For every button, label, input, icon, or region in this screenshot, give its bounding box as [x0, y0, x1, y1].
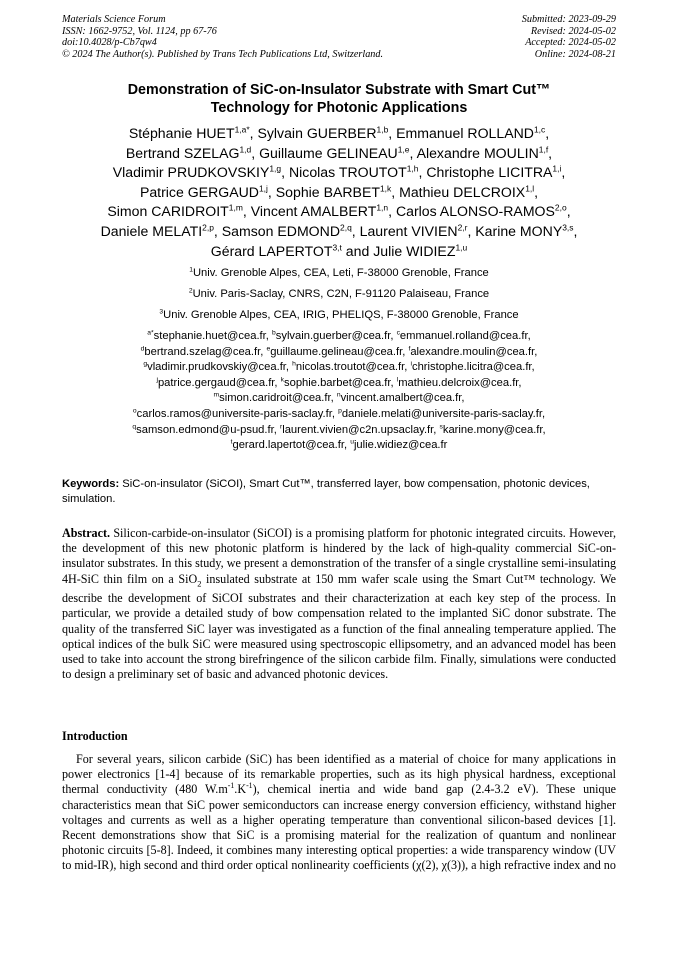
email[interactable]: $^d$bertrand.szelag@cea.fr [140, 344, 261, 358]
date-submitted: Submitted: 2023-09-29 [521, 14, 616, 25]
email[interactable]: $^e$guillaume.gelineau@cea.fr [266, 344, 403, 358]
author: Sophie BARBET$^{1,k}$ [275, 183, 392, 200]
keywords-text: SiC-on-insulator (SiCOI), Smart Cut™, transferred layer, bow compensation, photonic devices, simulation. [62, 478, 590, 505]
author: Sylvain GUERBER$^{1,b}$ [257, 124, 389, 141]
email[interactable]: $^k$sophie.barbet@cea.fr [280, 376, 391, 389]
author: Carlos ALONSO-RAMOS$^{2,o}$ [395, 202, 567, 220]
email[interactable]: $^{a*}$stephanie.huet@cea.fr [147, 329, 266, 342]
affiliation: $^2$Univ. Paris-Saclay, CNRS, C2N, F-91120 Palaiseau, France [188, 287, 490, 300]
author: Gérard LAPERTOT$^{3,t}$ [210, 241, 342, 259]
email[interactable]: $^o$carlos.ramos@universite-paris-saclay.fr [132, 407, 332, 420]
author: Bertrand SZELAG$^{1,d}$ [125, 143, 252, 161]
author: Mathieu DELCROIX$^{1,l}$ [399, 183, 535, 200]
email[interactable]: $^u$julie.widiez@cea.fr [350, 438, 448, 452]
abstract-label: Abstract. [62, 526, 111, 540]
author-conjunction: and [341, 242, 374, 259]
author: Julie WIDIEZ$^{1,u}$ [373, 241, 468, 259]
keywords-label: Keywords: [62, 478, 120, 490]
email[interactable]: $^t$gerard.lapertot@cea.fr [230, 438, 344, 452]
email[interactable]: $^s$karine.mony@cea.fr [439, 422, 543, 436]
email[interactable]: $^i$christophe.licitra@cea.fr [410, 360, 532, 374]
journal-copyright: © 2024 The Author(s). Published by Trans Tech Publications Ltd, Switzerland. [62, 48, 384, 60]
journal-issn: ISSN: 1662-9752, Vol. 1124, pp 67-76 [62, 25, 217, 37]
date-revised: Revised: 2024-05-02 [530, 25, 616, 37]
email[interactable]: $^h$nicolas.troutot@cea.fr [292, 360, 405, 374]
journal-info [62, 14, 383, 60]
affiliation: $^3$Univ. Grenoble Alpes, CEA, IRIG, PHELIQS, F-38000 Grenoble, France [159, 308, 519, 321]
author: Samson EDMOND$^{2,q}$ [221, 222, 352, 239]
email[interactable]: $^p$daniele.melati@universite-paris-saclay.fr [338, 407, 542, 420]
author: Nicolas TROUTOT$^{1,h}$ [288, 163, 419, 181]
journal-name: Materials Science Forum [62, 14, 166, 25]
paper-title [62, 82, 616, 117]
author: Stéphanie $HUET^{1,a*}$ [128, 124, 250, 141]
title-line-1: Demonstration of SiC-on-Insulator Substrate with Smart Cut™ [127, 82, 551, 98]
author: Simon CARIDROIT$^{1,m}$ [107, 202, 243, 220]
date-accepted: Accepted: 2024-05-02 [525, 37, 616, 49]
email[interactable]: $^n$vincent.amalbert@cea.fr [336, 391, 462, 405]
abstract: Abstract. Silicon-carbide-on-insulator (SiCOI) is a promising platform for photonic integrated circuits. However, the development of this new photonic platform is hindered by the lack of high-quality commercial SiC-on-insulator substrates. In this study, we present a demonstration of the transfer of a single crystalline semi-insulating 4H-SiC thin film on a SiO$_2$ insulated substrate at 150 mm wafer scale using the Smart Cut™ technology. We describe the development of SiCOI substrates and their characterization at each key step of the process. In particular, we provide a detailed study of bow compensation related to the implanted SiC donor substrate. The quality of the transferred SiC layer was investigated as a function of the final annealing temperature applied. The optical indices of the bulk SiC were measured using spectroscopic ellipsometry, and an advanced model has been used to take into account the strong birefringence of the silicon carbide film. Finally, simulations were conducted to design a preliminary set of basic and advanced photonic devices. [62, 526, 616, 682]
journal-doi: doi:10.4028/p-Cb7qw4 [62, 37, 157, 49]
email[interactable]: $^g$vladimir.prudkovskiy@cea.fr [143, 360, 286, 374]
date-online: Online: 2024-08-21 [534, 48, 616, 60]
publication-dates [522, 14, 616, 60]
email[interactable]: $^c$emmanuel.rolland@cea.fr [396, 329, 528, 342]
email[interactable]: $^b$sylvain.guerber@cea.fr [272, 329, 391, 342]
introduction-paragraph: For several years, silicon carbide (SiC) has been identified as a material of choice for many applications in power electronics [1-4] because of its remarkable properties, such as its high physical hardness, exceptional thermal conductivity (480 $W.m^{-1}.K^{-1}$), chemical inertia and wide band gap (2.4-3.2 eV). These unique characteristics mean that SiC power semiconductors can increase energy conversion efficiency, withstand higher voltages and currents as well as a higher operating temperature than conventional silicon-based devices [1]. Recent demonstrations show that SiC is a promising material for the realization of quantum and nonlinear photonic circuits [5-8]. Indeed, it combines many interesting optical properties: a wide transparency window (UV to mid-IR), high second and third order optical nonlinearity coefficients (χ(2), χ(3)), a high refractive index and no [62, 752, 616, 873]
email[interactable]: $^r$laurent.vivien@c2n.upsaclay.fr [279, 422, 434, 436]
author: Karine MONY$^{3,s}$ [475, 222, 574, 239]
email[interactable]: $^j$patrice.gergaud@cea.fr [156, 376, 275, 389]
author: Laurent VIVIEN$^{2,r}$ [359, 222, 468, 239]
author: Vladimir PRUDKOVSKIY$^{1,g}$ [112, 163, 282, 181]
section-heading-introduction: Introduction [62, 729, 128, 743]
affiliation-list [62, 266, 616, 329]
author: Patrice GERGAUD$^{1,j}$ [139, 183, 268, 200]
author-list: Stéphanie $HUET^{1,a*}$, Sylvain GUERBER$^{1,b}$, Emmanuel ROLLAND$^{1,c}$, Bertrand SZELAG$^{1,d}$, Guillaume GELINEAU$^{1,e}$, Alexandre MOULIN$^{1,f}$, Vladimir PRUDKOVSKIY$^{1,g}$, Nicolas TROUTOT$^{1,h}$, Christophe LICITRA$^{1,i}$, Patrice GERGAUD$^{1,j}$, Sophie BARBET$^{1,k}$, Mathieu DELCROIX$^{1,l}$, Simon CARIDROIT$^{1,m}$, Vincent AMALBERT$^{1,n}$, Carlos ALONSO-RAMOS$^{2,o}$, Daniele MELATI$^{2,p}$, Samson EDMOND$^{2,q}$, Laurent VIVIEN$^{2,r}$, Karine MONY$^{3,s}$, Gérard LAPERTOT$^{3,t}$ and Julie WIDIEZ$^{1,u}$ [100, 124, 578, 259]
author: Emmanuel ROLLAND$^{1,c}$ [396, 124, 546, 141]
author: Guillaume GELINEAU$^{1,e}$ [259, 143, 410, 161]
author: Christophe LICITRA$^{1,i}$ [426, 163, 562, 181]
email[interactable]: $^l$mathieu.delcroix@cea.fr [396, 376, 519, 389]
author: Daniele MELATI$^{2,p}$ [100, 222, 214, 239]
email[interactable]: $^m$simon.caridroit@cea.fr [213, 391, 331, 405]
email[interactable]: $^q$samson.edmond@u-psud.fr [132, 422, 274, 436]
author: Alexandre MOULIN$^{1,f}$ [416, 143, 549, 161]
affiliation: $^1$Univ. Grenoble Alpes, CEA, Leti, F-38000 Grenoble, France [189, 266, 489, 279]
email-list: $^{a*}$stephanie.huet@cea.fr, $^b$sylvain.guerber@cea.fr, $^c$emmanuel.rolland@cea.fr, $^d$bertrand.szelag@cea.fr, $^e$guillaume.gelineau@cea.fr, $^f$alexandre.moulin@cea.fr, $^g$vladimir.prudkovskiy@cea.fr, $^h$nicolas.troutot@cea.fr, $^i$christophe.licitra@cea.fr, $^j$patrice.gergaud@cea.fr, $^k$sophie.barbet@cea.fr, $^l$mathieu.delcroix@cea.fr, $^m$simon.caridroit@cea.fr, $^n$vincent.amalbert@cea.fr, $^o$carlos.ramos@universite-paris-saclay.fr, $^p$daniele.melati@universite-paris-saclay.fr, $^q$samson.edmond@u-psud.fr, $^r$laurent.vivien@c2n.upsaclay.fr, $^s$karine.mony@cea.fr, $^t$gerard.lapertot@cea.fr, $^u$julie.widiez@cea.fr [132, 329, 546, 452]
keywords [62, 477, 616, 506]
author: Vincent AMALBERT$^{1,n}$ [250, 202, 389, 220]
title-line-2: Technology for Photonic Applications [210, 99, 468, 116]
email[interactable]: $^f$alexandre.moulin@cea.fr [408, 344, 535, 358]
